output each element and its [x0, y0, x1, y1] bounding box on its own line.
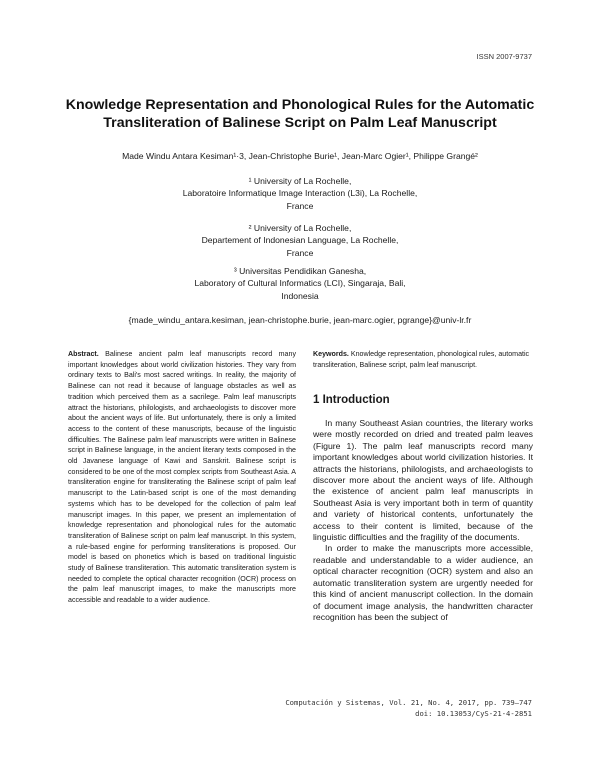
abstract-text: Balinese ancient palm leaf manuscripts record many important knowledges about world civilization histories. They vary from ordinary texts to Bali's most sacred writings. In reality, the majority of Balinese can not read it because of language obstacles as well as tradition which perceived them as a sacrilege. Palm leaf manuscripts attract the historians, philologists, and archaeologists to discover more about the ancient ways of life. But unfortunately, there is only a limited access to the content of these manuscripts, because of the linguistic difficulties. The Balinese palm leaf manuscripts were written in Balinese script in Balinese language, in the ancient literary texts composed in the old Javanese language of Kawi and Sanskrit. Balinese script is considered to be one of the most complex scripts from Southeast Asia. A transliteration engine for transliterating the Balinese script of palm leaf manuscript to the Latin-based script is one of the most demanding systems which has to be developed for the collection of palm leaf manuscript images. In this paper, we present an implementation of knowledge representation and phonological rules for the automatic transliteration of Balinese script on palm leaf manuscript. In this system, a rule-based engine for performing transliterations is proposed. Our model is based on phonetics which is based on traditional linguistic study of Balinese transliteration. This automatic transliteration system is needed to complete the optical character recognition (OCR) process on the palm leaf manuscript images, to make the manuscripts more accessible and readable to a wider audience. — [68, 350, 296, 605]
introduction-body — [313, 418, 533, 623]
affiliation-1: ¹ University of La Rochelle, Laboratoire Informatique Image Interaction (L3i), La Rochelle, France — [182, 176, 418, 211]
affiliation-3: ³ Universitas Pendidikan Ganesha, Laboratory of Cultural Informatics (LCI), Singaraja, Bali, Indonesia — [194, 266, 406, 301]
page-footer — [285, 697, 532, 720]
journal-citation: Computación y Sistemas, Vol. 21, No. 4, 2017, pp. 739–747 — [285, 698, 532, 707]
issn-number: ISSN 2007-9737 — [476, 52, 532, 61]
keywords — [313, 349, 533, 370]
abstract-label: Abstract. — [68, 350, 99, 358]
section-heading-introduction: 1 Introduction — [313, 394, 390, 406]
doi: doi: 10.13053/CyS-21-4-2851 — [415, 709, 532, 719]
affiliation-2: ² University of La Rochelle, Departement of Indonesian Language, La Rochelle, France — [201, 223, 399, 258]
keywords-label: Keywords. — [313, 350, 349, 358]
author-list: Made Windu Antara Kesiman¹·3, Jean-Christophe Burie¹, Jean-Marc Ogier¹, Philippe Grangé² — [122, 151, 478, 161]
abstract — [68, 349, 296, 606]
keywords-text: Knowledge representation, phonological rules, automatic transliteration, Balinese script, palm leaf manuscript. — [313, 350, 530, 369]
paper-title: Knowledge Representation and Phonological Rules for the Automatic Transliteration of Balinese Script on Palm Leaf Manuscript — [65, 97, 535, 131]
author-emails: {made_windu_antara.kesiman, jean-christophe.burie, jean-marc.ogier, pgrange}@univ-lr.fr — [128, 315, 472, 325]
intro-paragraph-2: In order to make the manuscripts more accessible, readable and understandable to a wider audience, an optical character recognition (OCR) system and also an automatic transliteration system are urgently needed for this kind of ancient manuscript collection. In the domain of document image analysis, the handwritten character recognition has been the subject of — [313, 543, 533, 622]
intro-paragraph-1: In many Southeast Asian countries, the literary works were mostly recorded on dried and treated palm leaves (Figure 1). The palm leaf manuscripts record many important knowledges about world civilization histories. It attracts the historians, philologists, and archaeologists to discover more about the ancient ways of life. Although the existence of ancient palm leaf manuscripts in Southeast Asia is very important both in term of quantity and variety of historical contents, unfortunately the access to their content is limited, because of the linguistic difficulties and the fragility of the documents. — [313, 418, 533, 543]
